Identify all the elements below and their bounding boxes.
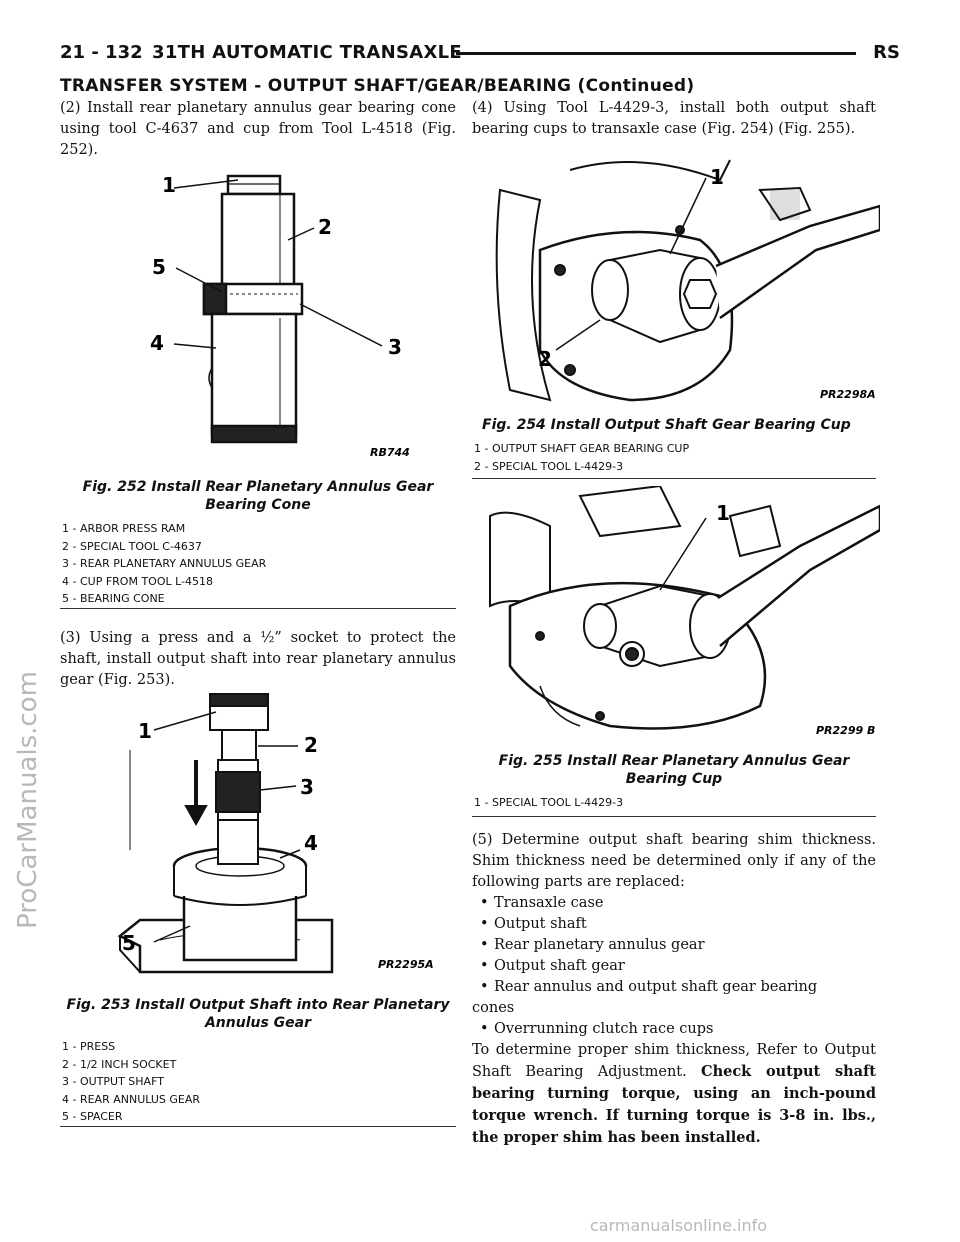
divider (472, 816, 876, 817)
figure-252-legend (62, 520, 266, 608)
divider (60, 608, 456, 609)
fig253-callout-4: 4 (304, 831, 318, 855)
figure-254-caption (472, 416, 876, 434)
replaced-parts-list (472, 893, 876, 1040)
page-number: 21 - 132 (60, 42, 143, 63)
figure-252-drawing (130, 168, 430, 468)
fig252-tag: RB744 (370, 446, 410, 459)
fig252-callout-3: 3 (388, 335, 402, 359)
legend-item: 4 - REAR ANNULUS GEAR (62, 1092, 201, 1106)
header-rule (456, 52, 856, 55)
fig252-callout-5: 5 (152, 255, 166, 279)
side-watermark-text: ProCarManuals.com (13, 671, 43, 929)
bottom-watermark: carmanualsonline.info (590, 1216, 768, 1235)
figure-253-drawing (100, 690, 450, 990)
legend-item: 1 - OUTPUT SHAFT GEAR BEARING CUP (474, 442, 690, 455)
step-3-text: (3) Using a press and a ½” socket to protect the shaft, install output shaft into rear planetary annulus gear (Fig. 253). (60, 630, 456, 688)
legend-item: 5 - SPACER (62, 1110, 123, 1123)
fig254-callout-2: 2 (538, 347, 552, 371)
figure-252-illustration (130, 168, 430, 468)
fig253-callout-5: 5 (122, 931, 136, 955)
figure-253-caption (60, 996, 456, 1032)
closing-bold-text: Check output shaft bearing turning torque, using an inch-pound torque wrench. If turning torque is 3-8 in. lbs., the proper shim has been installed. (472, 1063, 876, 1146)
figure-253-illustration (100, 690, 450, 990)
legend-item: 3 - OUTPUT SHAFT (62, 1075, 164, 1088)
step-2-text: (2) Install rear planetary annulus gear bearing cone using tool C-4637 and cup from Tool L-4518 (Fig. 252). (60, 100, 456, 158)
legend-item: 2 - 1/2 INCH SOCKET (62, 1057, 177, 1071)
fig253-callout-1: 1 (138, 719, 152, 743)
figure-255-caption-line1: Fig. 255 Install Rear Planetary Annulus Gear (498, 753, 850, 769)
figure-255-drawing (480, 486, 880, 748)
fig253-callout-3: 3 (300, 775, 314, 799)
fig254-tag: PR2298A (820, 388, 876, 401)
figure-252-caption-line2: Bearing Cone (205, 497, 311, 513)
legend-item: 5 - BEARING CONE (62, 592, 165, 605)
fig255-callout-1: 1 (716, 501, 730, 525)
list-item: • Rear planetary annulus gear (472, 935, 876, 956)
figure-254-illustration (480, 150, 880, 412)
legend-item: 2 - SPECIAL TOOL C-4637 (62, 539, 202, 553)
list-item: • Rear annulus and output shaft gear bearing (472, 977, 876, 998)
closing-text: To determine proper shim thickness, Refer to Output Shaft Bearing Adjustment. (472, 1042, 876, 1080)
figure-253-caption-line1: Fig. 253 Install Output Shaft into Rear Planetary (66, 997, 450, 1013)
list-item: • Overrunning clutch race cups (472, 1019, 876, 1040)
fig252-callout-1: 1 (162, 173, 176, 197)
legend-item: 2 - SPECIAL TOOL L-4429-3 (474, 459, 624, 473)
figure-252-caption-line1: Fig. 252 Install Rear Planetary Annulus Gear (82, 479, 434, 495)
figure-254-caption-line1: Fig. 254 Install Output Shaft Gear Bearing Cup (482, 417, 851, 433)
fig252-callout-4: 4 (150, 331, 164, 355)
figure-253-caption-line2: Annulus Gear (204, 1015, 312, 1031)
page-header (60, 40, 900, 70)
figure-255-caption (472, 752, 876, 788)
fig253-tag: PR2295A (378, 958, 434, 971)
page-subtitle: TRANSFER SYSTEM - OUTPUT SHAFT/GEAR/BEARING (Continued) (60, 76, 695, 96)
list-item: • Output shaft (472, 914, 876, 935)
figure-254-drawing (480, 150, 880, 412)
legend-item: 1 - SPECIAL TOOL L-4429-3 (474, 796, 624, 809)
model-code: RS (873, 42, 900, 63)
legend-item: 1 - PRESS (62, 1040, 116, 1053)
fig253-callout-2: 2 (304, 733, 318, 757)
step-4-text: (4) Using Tool L-4429-3, install both output shaft bearing cups to transaxle case (Fig. 254) (Fig. 255). (472, 100, 876, 137)
list-item: • Transaxle case (472, 893, 876, 914)
step-5-text: (5) Determine output shaft bearing shim thickness. Shim thickness need be determined only if any of the following parts are replaced: (472, 832, 876, 890)
figure-255-legend (474, 794, 623, 812)
legend-item: 3 - REAR PLANETARY ANNULUS GEAR (62, 557, 267, 570)
divider (60, 1126, 456, 1127)
section-title: 31TH AUTOMATIC TRANSAXLE (152, 42, 463, 63)
fig254-callout-1: 1 (710, 165, 724, 189)
legend-item: 1 - ARBOR PRESS RAM (62, 522, 186, 535)
divider (472, 478, 876, 479)
figure-253-legend (62, 1038, 200, 1126)
figure-255-illustration (480, 486, 880, 748)
fig252-callout-2: 2 (318, 215, 332, 239)
closing-paragraph (472, 1040, 876, 1149)
list-item-continuation: cones (472, 1000, 515, 1016)
side-watermark (8, 480, 48, 1120)
figure-255-caption-line2: Bearing Cup (625, 771, 723, 787)
list-item: • Output shaft gear (472, 956, 876, 977)
fig255-tag: PR2299 B (816, 724, 876, 737)
figure-254-legend (474, 440, 689, 475)
legend-item: 4 - CUP FROM TOOL L-4518 (62, 574, 213, 588)
figure-252-caption (60, 478, 456, 514)
